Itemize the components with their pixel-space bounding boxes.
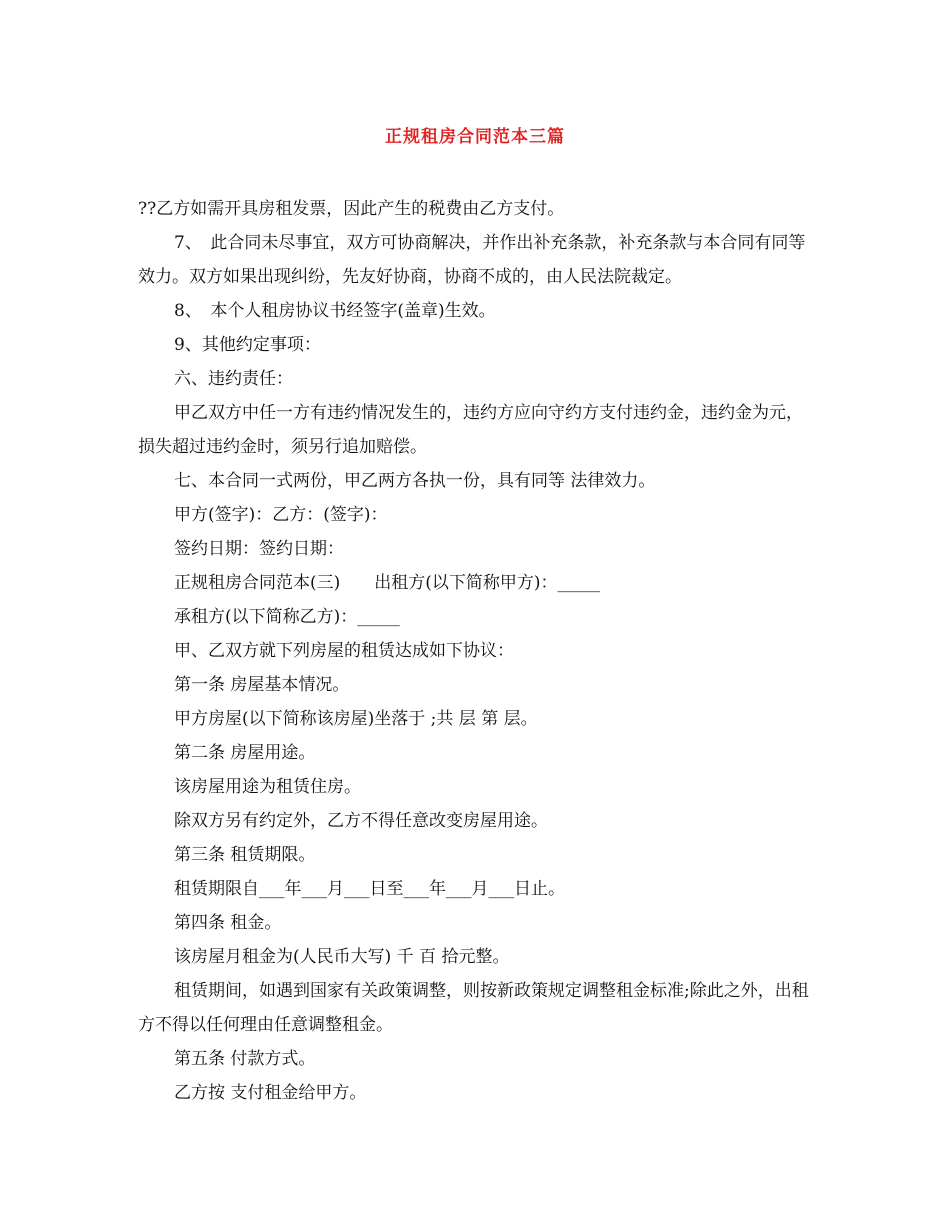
paragraph: 甲、乙双方就下列房屋的租赁达成如下协议：: [174, 641, 514, 661]
paragraph: 六、违约责任：: [174, 369, 293, 389]
paragraph: 第二条 房屋用途。: [174, 743, 316, 763]
paragraph: 除双方另有约定外，乙方不得任意改变房屋用途。: [174, 811, 548, 831]
paragraph: 第三条 租赁期限。: [174, 845, 316, 865]
paragraph: 承租方(以下简称乙方)：_____: [174, 607, 400, 627]
paragraph: 签约日期：签约日期：: [174, 539, 344, 559]
paragraph: 7、 此合同未尽事宜，双方可协商解决，并作出补充条款，补充条款与本合同有同等效力。双方如果出现纠纷，先友好协商，协商不成的，由人民法院裁定。: [138, 233, 806, 287]
document-body: [138, 192, 818, 1110]
paragraph: 该房屋用途为租赁住房。: [174, 777, 361, 797]
document-title: 正规租房合同范本三篇: [385, 127, 565, 147]
paragraph: ??乙方如需开具房租发票，因此产生的税费由乙方支付。: [138, 199, 565, 219]
paragraph: 甲乙双方中任一方有违约情况发生的，违约方应向守约方支付违约金，违约金为元，损失超过违约金时，须另行追加赔偿。: [138, 403, 803, 457]
paragraph: 该房屋月租金为(人民币大写) 千 百 拾元整。: [174, 947, 510, 967]
paragraph: 9、其他约定事项：: [174, 335, 321, 355]
paragraph: 第一条 房屋基本情况。: [174, 675, 350, 695]
paragraph: 甲方(签字)：乙方：(签字)：: [174, 505, 388, 525]
paragraph: 租赁期间，如遇到国家有关政策调整，则按新政策规定调整租金标准;除此之外，出租方不得以任何理由任意调整租金。: [138, 981, 809, 1035]
paragraph: 第五条 付款方式。: [174, 1049, 316, 1069]
paragraph: 甲方房屋(以下简称该房屋)坐落于 ;共 层 第 层。: [174, 709, 538, 729]
paragraph: 七、本合同一式两份，甲乙两方各执一份，具有同等 法律效力。: [174, 471, 656, 491]
paragraph: 正规租房合同范本(三) 出租方(以下简称甲方)：_____: [174, 573, 601, 593]
paragraph: 租赁期限自___年___月___日至___年___月___日止。: [174, 879, 565, 899]
paragraph: 8、 本个人租房协议书经签字(盖章)生效。: [174, 301, 496, 321]
paragraph: 第四条 租金。: [174, 913, 282, 933]
paragraph: 乙方按 支付租金给甲方。: [174, 1083, 367, 1103]
